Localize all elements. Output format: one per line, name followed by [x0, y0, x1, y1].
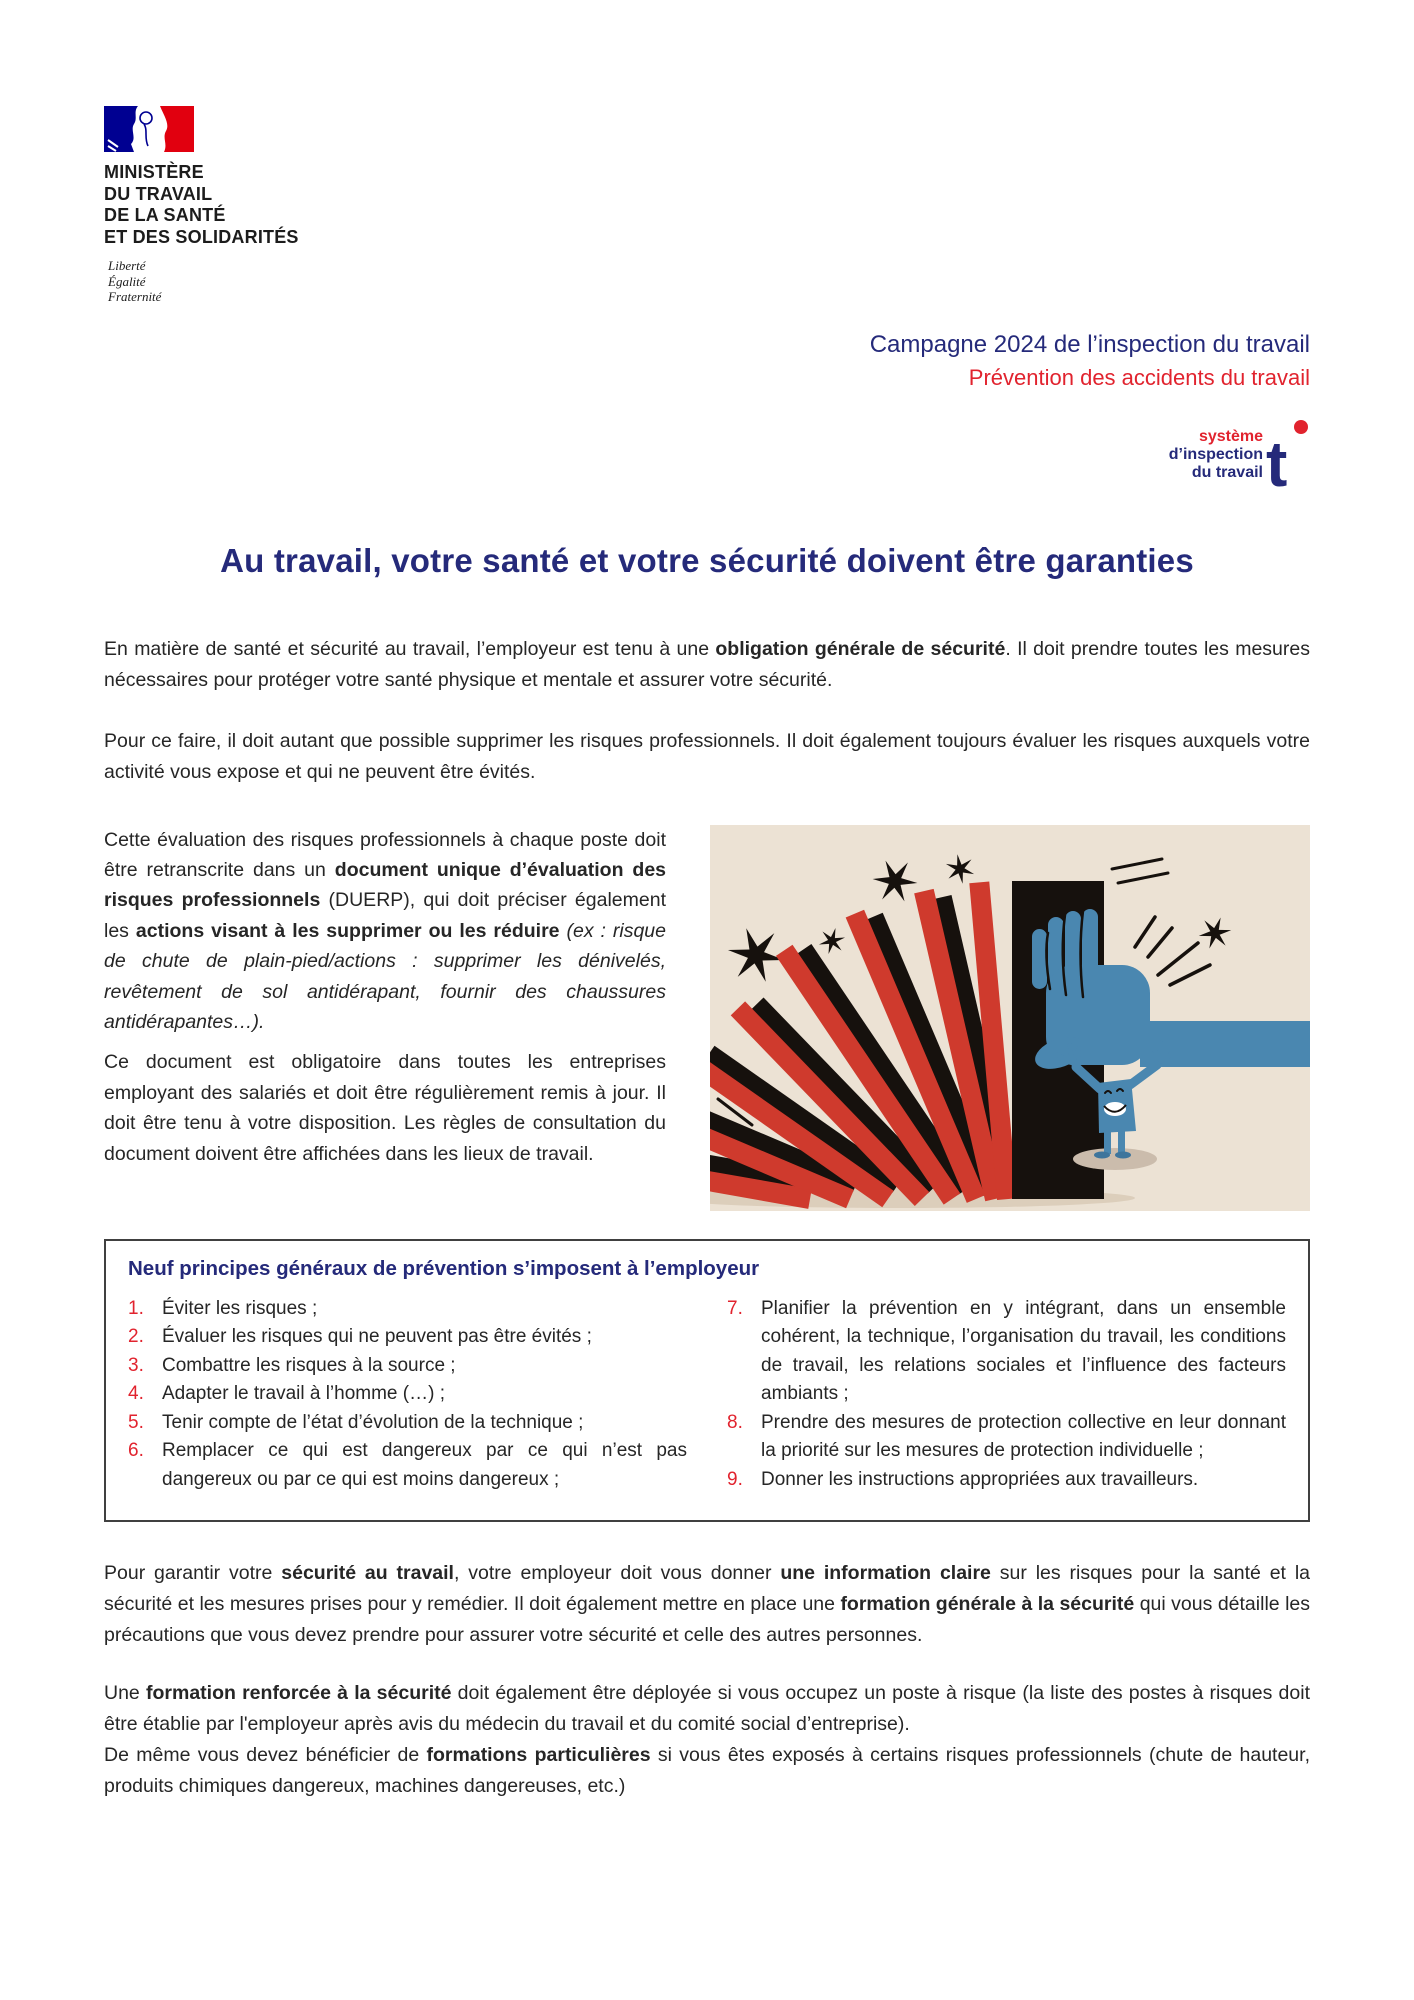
principle-text: Planifier la prévention en y intégrant, dans un ensemble cohérent, la technique, l’organisation du travail, les conditions de travail, les relations sociales et l’influence des facteurs ambiants ; [761, 1297, 1286, 1405]
principle-text: Donner les instructions appropriées aux travailleurs. [761, 1468, 1199, 1490]
principle-text: Prendre des mesures de protection collective en leur donnant la priorité sur les mesures de protection individuelle ; [761, 1411, 1286, 1462]
principle-text: Remplacer ce qui est dangereux par ce qui n’est pas dangereux ou par ce qui est moins dangereux ; [162, 1440, 687, 1490]
principle-number: 9. [727, 1468, 743, 1490]
principle-item [128, 1380, 687, 1409]
principle-number: 1. [128, 1297, 144, 1319]
dominoes-illustration-svg [710, 825, 1310, 1211]
republic-motto [108, 258, 424, 304]
principle-item [128, 1409, 687, 1438]
principle-text: Adapter le travail à l’homme (…) ; [162, 1383, 445, 1405]
motto-line: Fraternité [108, 289, 162, 305]
ministry-logo-block [104, 106, 424, 304]
motto-line: Liberté [108, 258, 146, 274]
principle-number: 8. [727, 1411, 743, 1433]
sit-logo-letter: t [1266, 427, 1288, 500]
ministry-name-line: DE LA SANTÉ [104, 205, 226, 226]
principles-column-right [727, 1295, 1286, 1495]
dominoes-illustration [710, 825, 1310, 1211]
reinforced-training-paragraph: Une formation renforcée à la sécurité doit également être déployée si vous occupez un poste à risque (la liste des postes à risques doit être établie par l'employeur après avis du médecin du travail et du comité social d’entreprise). [104, 1681, 1310, 1735]
principle-number: 6. [128, 1440, 144, 1462]
principle-item [128, 1295, 687, 1324]
information-paragraph: Pour garantir votre sécurité au travail, votre employeur doit vous donner une information claire sur les risques pour la santé et la sécurité et les mesures prises pour y remédier. Il doit également mettre en place une formation générale à la sécurité qui vous détaille les précautions que vous devez prendre pour assurer votre sécurité et celle des autres personnes. [104, 1562, 1311, 1647]
principle-text: Éviter les risques ; [162, 1297, 318, 1319]
principle-item [727, 1295, 1286, 1409]
ministry-name [104, 162, 424, 248]
sit-logo-words [1169, 428, 1263, 482]
sit-logo-word-travail: du travail [1191, 463, 1263, 481]
principle-item [128, 1323, 687, 1352]
duerp-text-column [104, 825, 666, 1211]
motto-line: Égalité [108, 273, 146, 289]
principle-number: 7. [727, 1297, 743, 1319]
campaign-title: Campagne 2024 de l’inspection du travail [869, 331, 1310, 359]
principle-text: Évaluer les risques qui ne peuvent pas être évités ; [162, 1326, 592, 1348]
principle-item [128, 1352, 687, 1381]
principle-number: 4. [128, 1383, 144, 1405]
sit-logo-word-systeme: système [1198, 428, 1263, 445]
principles-box [104, 1239, 1310, 1523]
intro-paragraph-1: En matière de santé et sécurité au travail, l’employeur est tenu à une obligation générale de sécurité. Il doit prendre toutes les mesures nécessaires pour protéger votre santé physique et mentale et assurer votre sécurité. [104, 637, 1310, 692]
principle-text: Tenir compte de l’état d’évolution de la technique ; [162, 1411, 584, 1433]
duerp-section [104, 825, 1310, 1211]
duerp-paragraph-1: Cette évaluation des risques professionnels à chaque poste doit être retranscrite dans un document unique d’évaluation des risques professionnels (DUERP), qui doit préciser également les actions visant à les supprimer ou les réduire (ex : risque de chute de plain-pied/actions : supprimer les dénivelés, revêtement de sol antidérapant, fournir des chaussures antidérapantes…). [104, 828, 667, 1034]
sit-logo [104, 420, 1310, 500]
duerp-paragraph-2: Ce document est obligatoire dans toutes les entreprises employant des salariés et doit être régulièrement remis à jour. Il doit être tenu à votre disposition. Les règles de consultation du document doivent être affichées dans les lieux de travail. [104, 1051, 666, 1165]
sit-logo-red-dot-icon [1294, 420, 1308, 434]
campaign-header [104, 330, 1310, 392]
principle-item [727, 1409, 1286, 1466]
principle-number: 2. [128, 1326, 144, 1348]
principles-column-left [128, 1295, 687, 1495]
ministry-name-line: DU TRAVAIL [104, 183, 213, 204]
french-flag-icon [104, 106, 194, 152]
page-title: Au travail, votre santé et votre sécurité doivent être garanties [220, 541, 1194, 579]
principle-number: 5. [128, 1411, 144, 1433]
campaign-subtitle: Prévention des accidents du travail [968, 365, 1310, 391]
principle-text: Combattre les risques à la source ; [162, 1354, 456, 1376]
principle-item [727, 1466, 1286, 1495]
sit-logo-t-mark [1266, 420, 1310, 500]
principle-item [128, 1437, 687, 1494]
principle-number: 3. [128, 1354, 144, 1376]
intro-paragraph-2: Pour ce faire, il doit autant que possible supprimer les risques professionnels. Il doit également toujours évaluer les risques auxquels votre activité vous expose et qui ne peuvent être évités. [104, 730, 1310, 784]
principles-box-title: Neuf principes généraux de prévention s’imposent à l’employeur [128, 1256, 760, 1280]
ministry-name-line: ET DES SOLIDARITÉS [104, 226, 299, 247]
particular-training-paragraph: De même vous devez bénéficier de formations particulières si vous êtes exposés à certains risques professionnels (chute de hauteur, produits chimiques dangereux, machines dangereuses, etc.) [104, 1744, 1310, 1798]
ministry-name-line: MINISTÈRE [104, 162, 204, 182]
sit-logo-word-inspection: d’inspection [1168, 445, 1263, 463]
principles-columns [128, 1295, 1286, 1495]
